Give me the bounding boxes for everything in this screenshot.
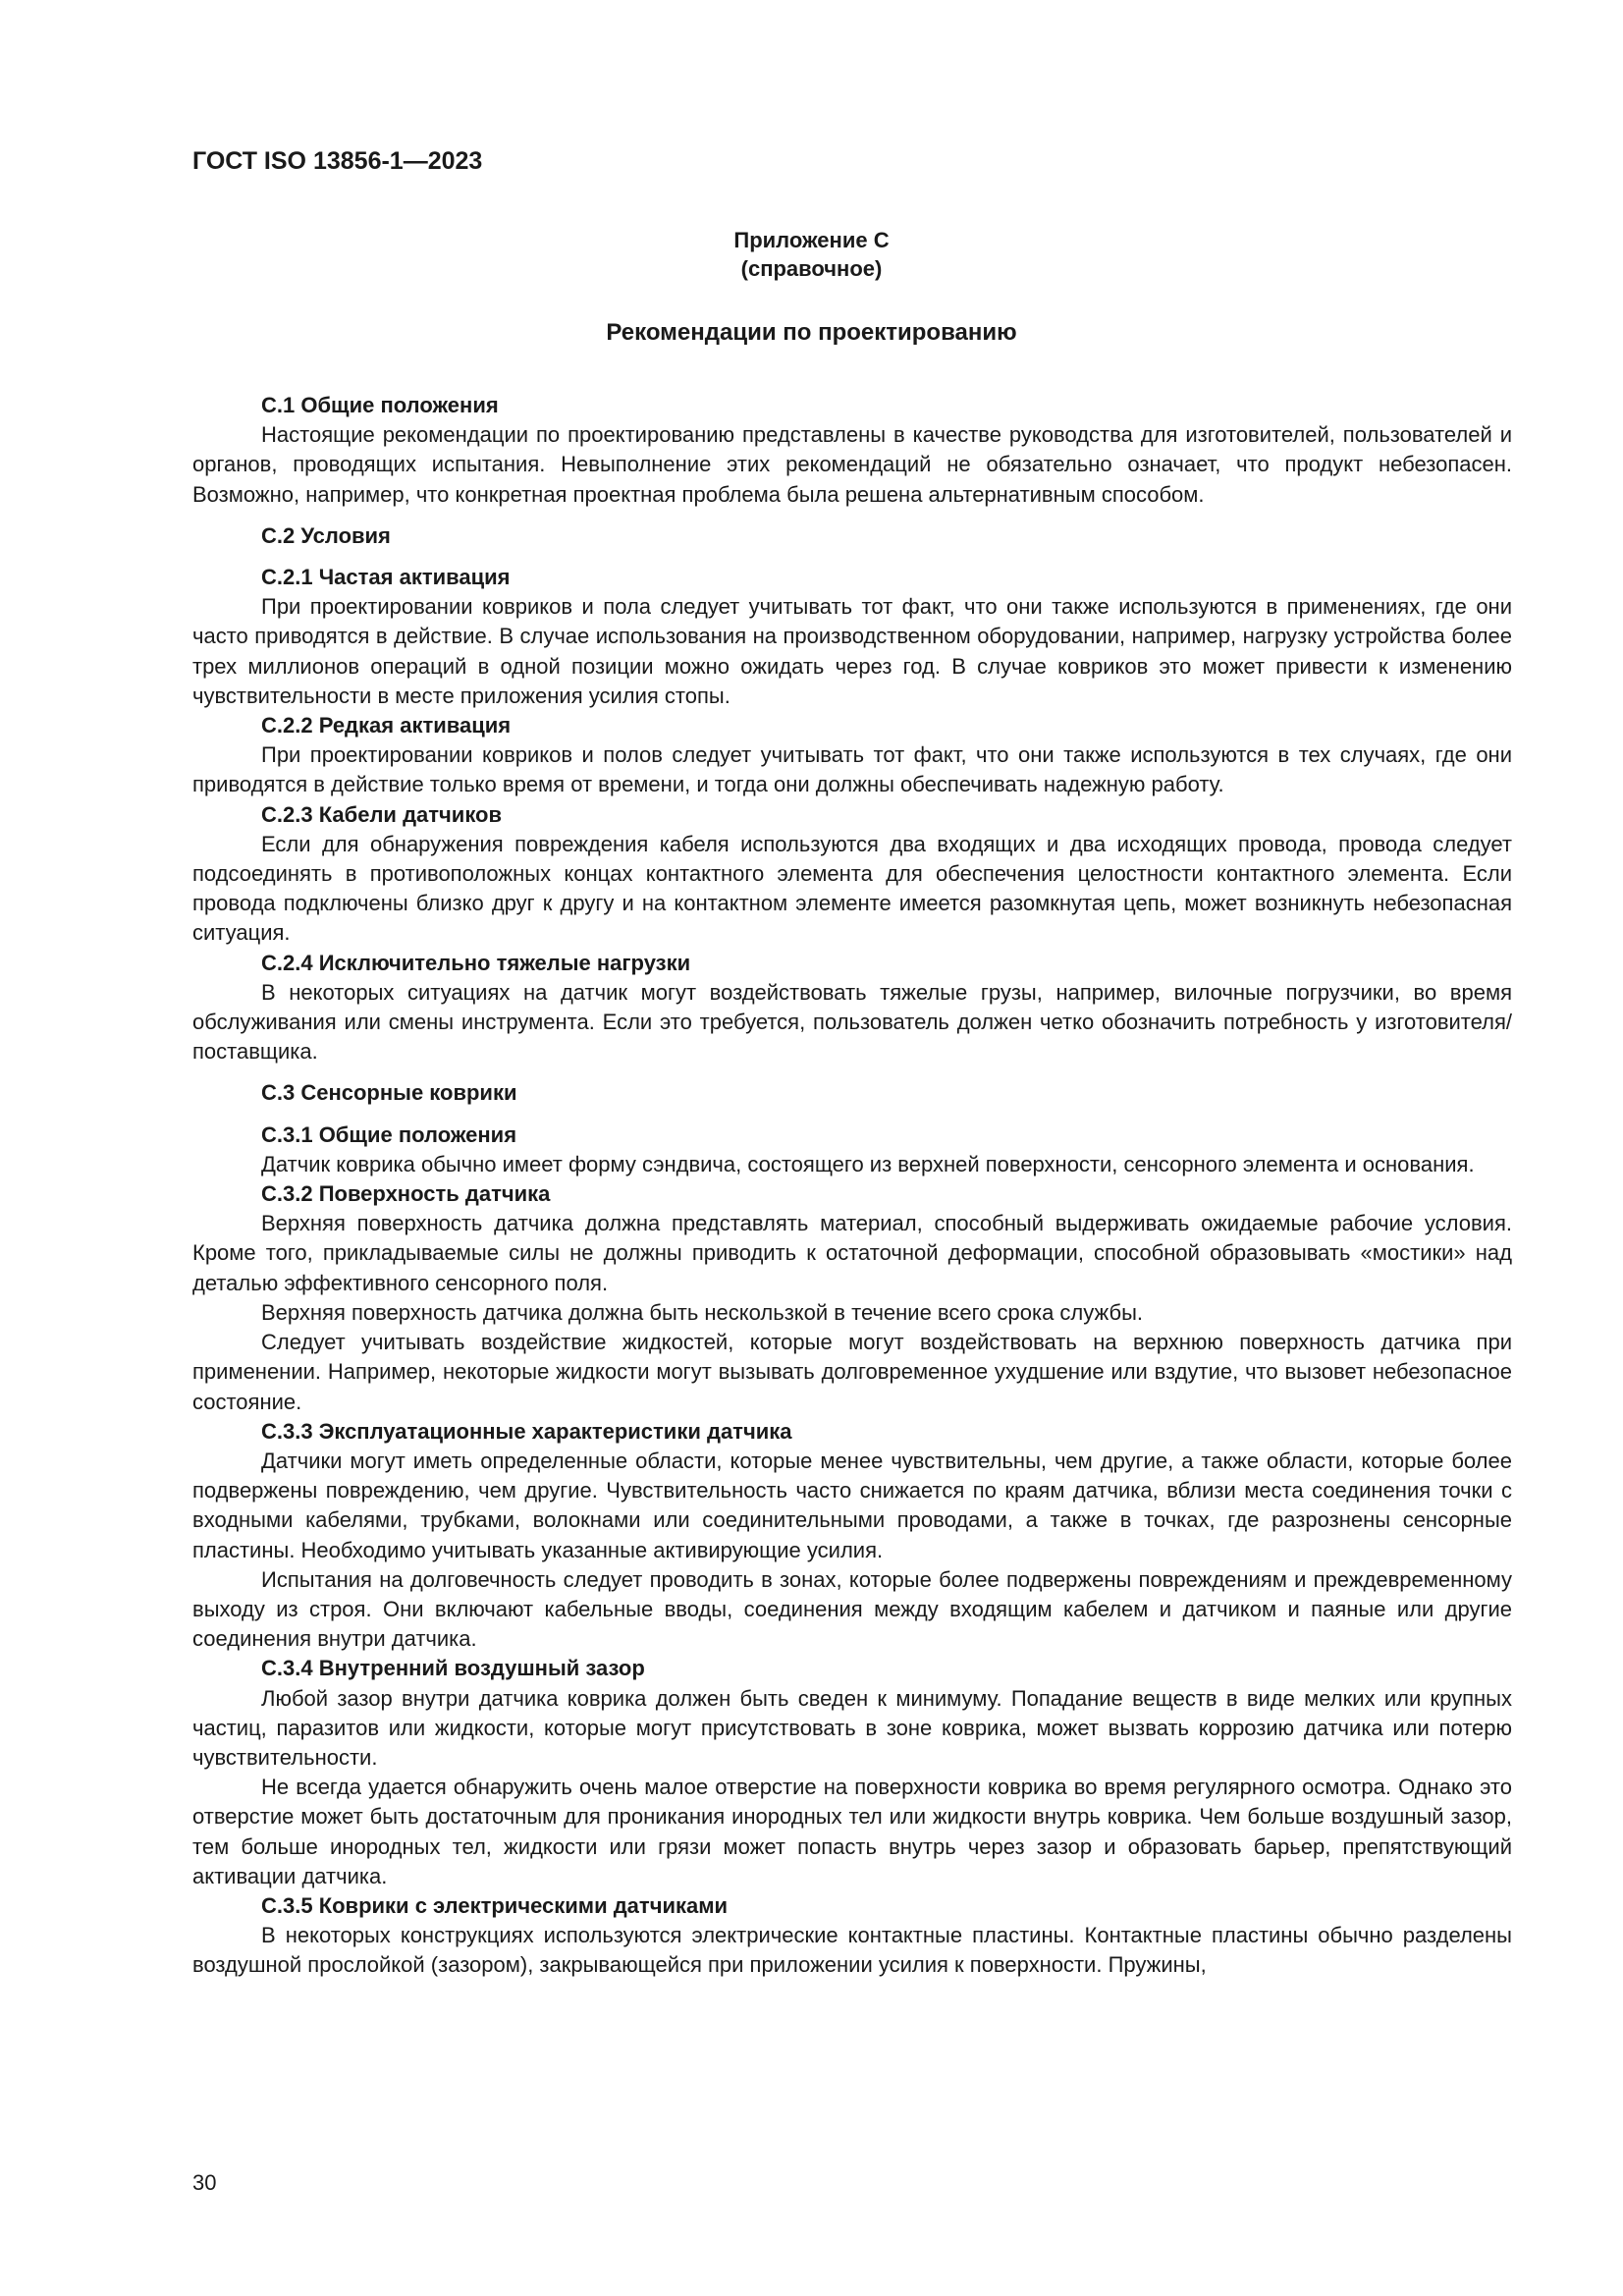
subsection-heading: С.2.2 Редкая активация <box>261 713 512 738</box>
subsection-heading: С.2.1 Частая активация <box>261 565 511 590</box>
paragraph: Если для обнаружения повреждения кабеля используются два входящих и два исходящих провода, провода следует подсоединять в противоположных концах контактного элемента для обеспечения целостности контактного элемента. Если провода подключены близко друг к другу и на контактном элементе имеется разомкнутая цепь, может возникнуть небезопасная ситуация. <box>192 831 1512 946</box>
paragraph: Следует учитывать воздействие жидкостей, которые могут воздействовать на верхнюю поверхность датчика при применении. Например, некоторые жидкости могут вызывать долговременное ухудшение или вздутие, что вызовет небезопасное состояние. <box>192 1330 1512 1414</box>
paragraph: Любой зазор внутри датчика коврика должен быть сведен к минимуму. Попадание веществ в виде мелких или крупных частиц, паразитов или жидкости, которые могут присутствовать в зоне коврика, может вызвать коррозию датчика или потерю чувствительности. <box>192 1685 1512 1770</box>
annex-heading <box>0 226 1623 283</box>
paragraph: Датчик коврика обычно имеет форму сэндвича, состоящего из верхней поверхности, сенсорного элемента и основания. <box>261 1151 1475 1176</box>
paragraph: При проектировании ковриков и полов следует учитывать тот факт, что они также используются в тех случаях, где они приводятся в действие только время от времени, и тогда они должны обеспечивать надежную работу. <box>192 742 1512 797</box>
document-body <box>192 391 1512 1981</box>
paragraph: Верхняя поверхность датчика должна быть нескользкой в течение всего срока службы. <box>261 1299 1143 1325</box>
annex-label: Приложение С <box>733 228 890 252</box>
subsection-heading: С.2.4 Исключительно тяжелые нагрузки <box>261 950 691 975</box>
subsection-heading: С.3.3 Эксплуатационные характеристики датчика <box>261 1418 792 1444</box>
paragraph: Не всегда удается обнаружить очень малое отверстие на поверхности коврика во время регулярного осмотра. Однако это отверстие может быть достаточным для проникания инородных тел или жидкости внутрь коврика. Чем больше воздушный зазор, тем больше инородных тел, жидкости или грязи может попасть внутрь через зазор и образовать барьер, препятствующий активации датчика. <box>192 1775 1512 1888</box>
section-heading: С.2 Условия <box>261 522 391 548</box>
annex-title: Рекомендации по проектированию <box>606 319 1017 346</box>
annex-status: (справочное) <box>740 256 883 281</box>
paragraph: Датчики могут иметь определенные области, которые менее чувствительны, чем другие, а также области, которые более подвержены повреждению, чем другие. Чувствительность часто снижается по краям датчика, вблизи места соединения точки с входными кабелями, трубками, волокнами или соединительными проводами, а также в точках, где разрознены сенсорные пластины. Необходимо учитывать указанные активирующие усилия. <box>192 1448 1512 1562</box>
paragraph: В некоторых ситуациях на датчик могут воздействовать тяжелые грузы, например, вилочные погрузчики, во время обслуживания или смены инструмента. Если это требуется, пользователь должен четко обозначить потребность у изготовителя/поставщика. <box>192 979 1512 1065</box>
paragraph: Испытания на долговечность следует проводить в зонах, которые более подвержены повреждениям и преждевременному выходу из строя. Они включают кабельные вводы, соединения между входящим кабелем и датчиком и паяные или другие соединения внутри датчика. <box>192 1566 1512 1652</box>
subsection-heading: С.2.3 Кабели датчиков <box>261 801 503 827</box>
paragraph: При проектировании ковриков и пола следует учитывать тот факт, что они также используются в применениях, где они часто приводятся в действие. В случае использования на производственном оборудовании, например, нагрузку устройства более трех миллионов операций в одной позиции можно ожидать через год. В случае ковриков это может привести к изменению чувствительности в месте приложения усилия стопы. <box>192 594 1512 708</box>
paragraph: Настоящие рекомендации по проектированию представлены в качестве руководства для изготовителей, пользователей и органов, проводящих испытания. Невыполнение этих рекомендаций не обязательно означает, что продукт небезопасен. Возможно, например, что конкретная проектная проблема была решена альтернативным способом. <box>192 422 1512 507</box>
subsection-heading: С.3.5 Коврики с электрическими датчиками <box>261 1892 729 1918</box>
section-heading: С.1 Общие положения <box>261 393 499 417</box>
subsection-heading: С.3.1 Общие положения <box>261 1121 517 1147</box>
section-heading: С.3 Сенсорные коврики <box>261 1080 517 1106</box>
paragraph: Верхняя поверхность датчика должна представлять материал, способный выдерживать ожидаемые рабочие условия. Кроме того, прикладываемые силы не должны приводить к остаточной деформации, способной образовывать «мостики» над деталью эффективного сенсорного поля. <box>192 1211 1512 1295</box>
document-code: ГОСТ ISO 13856-1—2023 <box>192 147 483 175</box>
page-number: 30 <box>192 2170 217 2195</box>
subsection-heading: С.3.2 Поверхность датчика <box>261 1181 551 1207</box>
subsection-heading: С.3.4 Внутренний воздушный зазор <box>261 1656 645 1681</box>
paragraph: В некоторых конструкциях используются электрические контактные пластины. Контактные пластины обычно разделены воздушной прослойкой (зазором), закрывающейся при приложении усилия к поверхности. Пружины, <box>192 1923 1512 1978</box>
